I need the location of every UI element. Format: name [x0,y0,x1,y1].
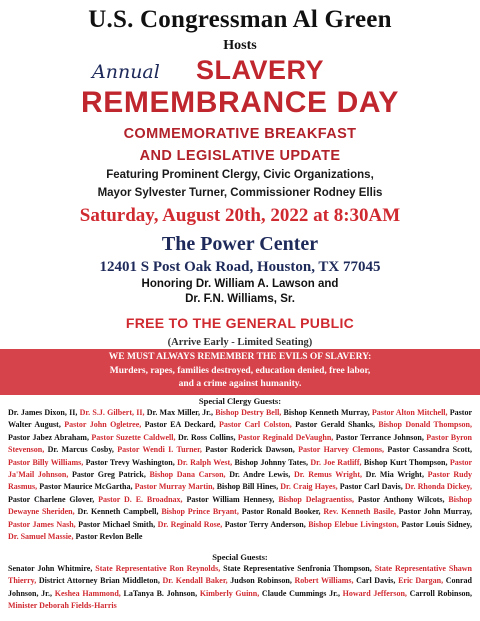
clergy-name: Pastor Terrance Johnson, [335,432,427,442]
clergy-name: Pastor John Ogletree, [64,420,145,430]
title-row [0,55,480,87]
guest-name: Minister Deborah Fields-Harris [8,601,117,611]
clergy-name: Bishop Kurt Thompson, [363,457,450,467]
guest-name: Dr. Kendall Baker, [162,576,231,586]
guest-name: Robert Williams, [294,576,357,586]
guest-name: Claude Cummings Jr., [261,588,343,598]
clergy-name: Pastor Reginald DeVaughn, [237,432,336,442]
guest-name: District Attorney Brian Middleton, [38,576,163,586]
guest-name: Judson Robinson, [230,576,295,586]
clergy-name: Pastor Greg Patrick, [72,470,150,480]
clergy-name: Pastor Suzette Caldwell, [91,432,178,442]
clergy-name: Bishop Dana Carson, [149,470,230,480]
arrive-early-note: (Arrive Early - Limited Seating) [167,337,313,348]
honoring-line-2: Dr. F.N. Williams, Sr. [185,293,295,305]
clergy-name: Pastor Wendi I. Turner, [117,445,206,455]
clergy-name: Pastor D. E. Broadnax, [98,494,187,504]
subtitle-line-2: AND LEGISLATIVE UPDATE [139,148,341,164]
clergy-name: Rev. Kenneth Basile, [323,507,399,517]
clergy-name: Pastor Terry Anderson, [224,519,309,529]
guest-name: State Representative Ron Reynolds, [95,564,224,573]
clergy-name: Pastor Charlene Glover, [8,494,99,504]
clergy-name: Pastor Harvey Clemons, [298,445,388,455]
host-line: U.S. Congressman Al Green [88,6,392,33]
free-admission: FREE TO THE GENERAL PUBLIC [125,315,355,331]
hosts-label: Hosts [223,38,257,53]
clergy-heading: Special Clergy Guests: [198,396,282,406]
clergy-name: Pastor Alton Mitchell, [371,408,450,417]
clergy-name: Pastor Walter August, [8,408,472,430]
clergy-name: Pastor Gerald Shanks, [295,420,379,430]
clergy-name: Bishop Bill Hines, [216,482,281,492]
clergy-name: Bishop Prince Bryant, [161,507,242,517]
clergy-name: Dr. Rhonda Dickey, [404,482,473,492]
clergy-name: Pastor Byron Stevenson, [8,432,472,455]
clergy-name: Dr. Ralph West, [177,457,235,467]
event-date-time: Saturday, August 20th, 2022 at 8:30AM [79,205,401,226]
clergy-name: Dr. Remus Wright, [293,470,366,480]
clergy-name: Pastor Roderick Dawson, [205,445,299,455]
clergy-name: Bishop Kenneth Murray, [283,408,372,417]
clergy-name: Bishop Delagraentiss, [278,494,358,504]
clergy-name: Pastor Cassandra Scott, [387,445,472,455]
clergy-name: Pastor Maurice McGartha, [39,482,135,492]
clergy-name: Dr. Max Miller, Jr., [146,408,216,417]
clergy-name: Pastor Carl Davis, [339,482,405,492]
guests-heading: Special Guests: [212,552,268,562]
event-venue: The Power Center [161,233,319,255]
clergy-name: Dr. Ross Collins, [177,432,238,442]
clergy-name: Pastor Murray Martin, [134,482,217,492]
honoring-line-1: Honoring Dr. William A. Lawson and [141,278,339,290]
clergy-name: Bishop Elebue Livingston, [308,519,402,529]
clergy-list [8,407,472,543]
clergy-name: Pastor Rudy Rasmus, [8,470,473,492]
subtitle-line-1: COMMEMORATIVE BREAKFAST [123,126,357,142]
clergy-name: Pastor Trevy Washington, [85,457,178,467]
clergy-name: Dr. Craig Hayes, [280,482,340,492]
clergy-name: Pastor John Murray, [398,507,473,517]
title-remembrance-day: REMEMBRANCE DAY [81,86,399,119]
guest-name: Eric Dargan, [398,576,446,586]
clergy-name: Dr. Kenneth Campbell, [77,507,162,517]
clergy-name: Dr. Reginald Rose, [157,519,225,529]
clergy-name: Pastor Billy Williams, [8,457,86,467]
clergy-name: Pastor EA Deckard, [144,420,220,430]
clergy-name: Pastor Louis Sidney, [401,519,472,529]
remembrance-banner [0,349,480,395]
featuring-line-2: Mayor Sylvester Turner, Commissioner Rodney Ellis [97,187,383,199]
title-slavery: SLAVERY [196,55,325,85]
event-address: 12401 S Post Oak Road, Houston, TX 77045 [99,259,381,275]
annual-label: Annual [92,61,160,83]
clergy-name: Dr. Marcus Cosby, [47,445,118,455]
guest-name: Keshea Hammond, [54,588,124,598]
clergy-name: Pastor Revlon Belle [75,532,143,542]
guest-name: Kimberly Guinn, [199,588,262,598]
guest-name: LaTanya B. Johnson, [123,588,200,598]
clergy-name: Dr. Andre Lewis, [229,470,294,480]
clergy-name: Bishop Donald Thompson, [378,420,472,430]
clergy-name: Dr. Mia Wright, [365,470,428,480]
guest-name: State Representative Shawn Thierry, [8,564,472,586]
featuring-line-1: Featuring Prominent Clergy, Civic Organizations, [106,169,374,181]
banner-line-2: Murders, rapes, families destroyed, education denied, free labor, [109,365,371,376]
guest-name: Senator John Whitmire, [8,564,96,573]
guest-name: State Representative Senfronia Thompson, [223,564,375,573]
clergy-name: Pastor Ja'Mail Johnson, [8,457,473,480]
clergy-name: Dr. James Dixon, II, [8,408,80,417]
clergy-name: Pastor Ronald Booker, [241,507,324,517]
guest-name: Howard Jefferson, [342,588,410,598]
clergy-name: Pastor Michael Smith, [78,519,158,529]
guest-name: Carroll Robinson, [409,588,473,598]
clergy-name: Dr. S.J. Gilbert, II, [79,408,147,417]
clergy-name: Pastor Carl Colston, [219,420,296,430]
guest-name: Conrad Johnson, Jr., [8,576,473,598]
banner-line-1: WE MUST ALWAYS REMEMBER THE EVILS OF SLAVERY: [108,352,372,362]
clergy-name: Bishop Destry Bell, [215,408,284,417]
guest-name: Carl Davis, [356,576,399,586]
clergy-name: Dr. Samuel Massie, [8,532,76,542]
clergy-name: Pastor Anthony Wilcots, [357,494,449,504]
clergy-name: Pastor Jabez Abraham, [8,432,92,442]
guests-list [8,563,472,613]
clergy-name: Bishop Dewayne Sheriden, [8,494,472,517]
clergy-name: Pastor James Nash, [8,519,79,529]
clergy-name: Pastor William Hennesy, [186,494,279,504]
clergy-name: Dr. Joe Ratliff, [310,457,364,467]
banner-line-3: and a crime against humanity. [178,379,302,389]
clergy-name: Bishop Johnny Tates, [234,457,311,467]
